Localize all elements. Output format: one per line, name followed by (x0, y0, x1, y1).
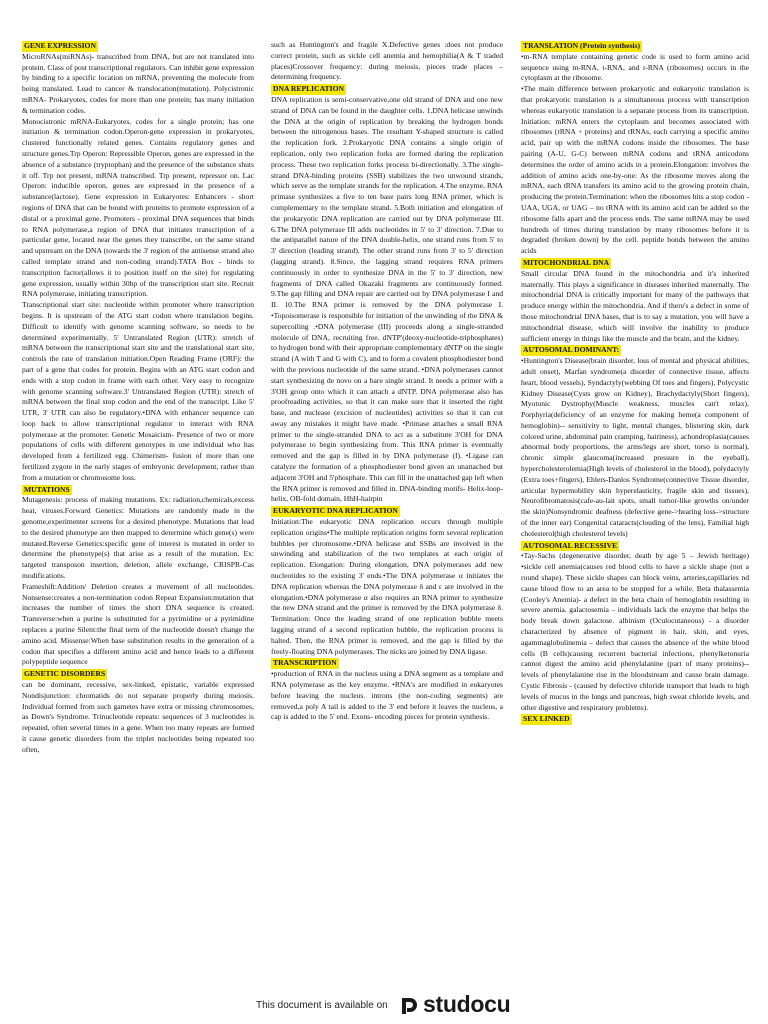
section-heading: GENE EXPRESSION (24, 41, 96, 50)
studocu-logo-icon[interactable] (395, 994, 419, 1018)
section-paragraph: DNA replication is semi-conservative,one old strand of DNA and one new strand of DNA can be found in the daughter cells. 1.DNA helicase unwinds the DNA at the origin of replication by breaking the hydrogen bonds between the nitrogenous bases. The resultant Y-shaped structure is called the replication fork. 2.Prokaryotic DNA contains a single origin of replication, only two replication forks are formed during the replication process. These two replication forks process bi-directionally. 3.The single-strand DNA-binding proteins (SSB) stabilizes the two unwound strands, which serve as the template strands for the replication. 4.The enzyme, RNA primase synthesizes a five to ten base pairs long RNA primer, which is complementary to the template strand. 5.Both initiation and elongation of the prokaryotic DNA replication are carried out by DNA polymerase III. 6.The DNA polymerase III adds nucleotides in 5' to 3' direction. 7.Due to the antiparallel nature of the DNA double-helix, one strand runs from 5' to 3' direction (leading strand). The other strand runs from 3' to 5' direction (lagging strand). 8.Since, the lagging strand requires RNA primers continuously in order to synthesize DNA in the 5' to 3' direction, new fragments of DNA called Okazaki fragments are continuously formed. 9.The gap filling and DNA repair are carried out by DNA polymerase I and II. 10.The RNA primer is removed by the DNA polymerase I. •Topoisomerase is responsible for initiation of the unwinding of the DNA & supercoiling .•DNA polymerase (III) proceeds along a single-stranded molecule of DNA, recruiting free. dNTP'(deoxy-nucleotide-triphosphates) to hydrogen bond with their appropriate complementary dNTP on the single strand (A with T and G with C), and to form a covalent phosphodiester bond with the previous nucleotide of the same strand. •DNA polymerases cannot start synthesizing de novo on a bare single strand. It needs a primer with a 3'OH group onto which it can attach a dNTP. DNA polymerase also has proofreading activities, so that it can make sure that it inserted the right base, and nuclease (excision of nucleotides) activities so that it can cut away any mistakes it might have made. •Primase attaches a small RNA primer to the single-stranded DNA to act as a substitute 3'OH for DNA polymerase to begin synthesizing from. This RNA primer is eventually removed and the gap is filled in by DNA polymerase (I). •Ligase can catalyze the formation of a phosphodiester bond given an unattached but adjacent 3'OH and 5'phosphate. This can fill in the unattached gap left when the RNA primer is removed and filled in. DNA-binding motifs- Helix-loop-helix, OB-fold domain, HhH-hairpin (271, 94, 503, 504)
section-paragraph: •The main difference between prokaryotic and eukaryotic translation is that prokaryotic translation is a simultaneous process with transcription whereas eukaryotic translation is a separate process from its transcription. Initiation: mRNA enters the cytoplasm and becomes associated with ribosomes (rRNA + proteins) and tRNAs, each carrying a specific amino acid, pair up with the mRNA codons inside the ribosomes. The base pairing (A-U, G-C) between mRNA codons and tRNA anticodons determines the order of amino acids in a protein.Elongation: involves the addition of amino acids one-by-one: As the ribosome moves along the mRNA, each tRNA transfers its amino acid to the growing protein chain, producing the protein.Termination: when the ribosomes hits a stop codon - UAA, UGA, or UAG – no tRNA with its amino acid can be added so the ribosome falls apart and the process ends. The same mRNA may be used hundreds of times during translation by many ribosomes before it is degraded (broken down) by the cell. peptide bonds between the amino acids (521, 84, 749, 256)
section-heading: EUKARYOTIC DNA REPLICATION (273, 506, 398, 516)
section-paragraph: •Tay-Sachs (degenerative disorder, death by age 5 – Jewish heritage) •sickle cell anemia(causes red blood cells to have a sickle shape (not a round shape). These sickle shapes can block veins, arteries,capillaries nd cause blood flow to an area to be stopped for a while. Beta thalassemia (Cooley's Anemia)- a defect in the beta chain of hemoglobin resulting in severe anemia. galactosemia – individuals lack the enzyme that helps the body break down galactose. albinism (Oculocutaneous) - a disorder characterized by absence of pigment in hair, skin, and eyes, agammaglobulinemia – defect that causes the absence of the white blood cells (B cells)causing recurrent bacterial infections, phenylketonuria cannot digest the amino acid phenylalanine (part of many proteins)-- levels of phenylalanine rise in the bloodstream and cause brain damage. Cystic Fibrosis - (caused by defective chloride transport that leads to high levels of mucus in the lungs and pancreas, high sweat chloride levels, and other digestive and respiratory problems). (521, 551, 749, 712)
column-3 (521, 40, 749, 968)
studocu-logo-text[interactable]: studocu (423, 991, 511, 1017)
column-2 (271, 40, 503, 968)
section-heading: AUTOSOMAL DOMINANT: (523, 345, 620, 355)
section-paragraph: such as Huntington's and fragile X.Defective genes :does not produce correct protein, such as sickle cell anemia and hemophilia(A & T traded places)Crossover frequency: during meiosis, pieces trade places – determining frequency. (271, 40, 503, 82)
section-heading: SEX LINKED (523, 714, 570, 724)
column-1 (22, 40, 254, 968)
section-paragraph: MicroRNAs(miRNAs)- transcribed from DNA, but are not translated into protein. Class of post transcriptional regulators. Can inhibit gene expression by binding to a specific location on mRNA, preventing the molecule from being translated. Lead to cancer & translocation(mutation). Polycistronic mRNA- Prokaryotes, codes for more than one protein; has many initiation & termination codes. (22, 51, 254, 115)
section-heading: MITOCHONDRIAL DNA (523, 257, 610, 267)
footer (0, 991, 768, 1024)
section-paragraph: Frameshift:Addition/ Deletion creates a movement of all nucleotides. Nonsense:creates a non-termination codon Repeat Expansion:mutation that increases the number of times the short DNA sequence is created. Transverse:when a purine is substituted for a pyrimidine or a pyrimidine replaces a purine Silent:the final term of the nucleotide doesn't change the amino acid. Missense:When base substitution results in the generation of a codon that specifies a different amino acid and hence leads to a different polypeptide sequence (22, 581, 254, 667)
section-paragraph: Monocistronic mRNA-Eukaryotes, codes for a single protein; has one initiation & termination codon.Operon-gene expression in prokaryotes, clustered functionally related genes. Contains regulatory genes and structure genes.Trp Operon: Repressible Operon, genes are expressed in the absence of a substance (tryptophan) and the presence of the substance shuts it off. Trp not present, mRNA transcribed. Trp present, repressor on. Lac Operon: inducible operon, genes are expressed in the presence of a substance(lactose). Gene expression in Eukaryotes: Enhancers - short regions of DNA that can be bound with proteins to promote expression of a distal or a proximal gene. Promoters - proximal DNA sequences that binds to RNA polymerase,a region of DNA that initiates transcription of a particular gene, located near the genes they transcribe, on the same strand and upstream on the DNA (towards the 3' region of the antisense strand also called template strand and non-coding strand).TATA Box - binds to transcription factor(allows it to position itself on the site) for regulating gene expression, usually within 30bp of the transcription start site. Recruit RNA polymerase, initiating transcription. (22, 116, 254, 299)
section-heading: DNA REPLICATION (273, 84, 344, 94)
section-paragraph: Transcriptional start site: nucleotide within promoter where transcription begins. It is upstream of the ATG start codon where translation begins. Difficult to identify with genome scanning software, so needs to be determined experimentally. 5' Untranslated Region (UTR): stretch of mRNA between the transcriptional start site and the translational start site, controls the rate of translation initiation.Open Reading Frame (ORF): the part of a gene that codes for protein. Begins with an ATG start codon and ends with a stop codon in frame with each other. Very easy to recognize with genome scanning software.3' Untranslated Region (UTR): stretch of mRNA between the final stop codon and the end of the transcript. Like 5' UTR, 3' UTR can also be regulatory.•DNA with enhancer sequence can loop back to allow transcriptional regulator to interact with RNA polymerase at the promoter. Genetic Mosaicism- Presence of two or more populations of cells with different genotypes in one individual who has developed from a fertilized egg. Chimerism- fusion of more than one fertilized zygote in the early stages of embryonic development, rather than from a mutation or chromosome loss. (22, 300, 254, 482)
section-heading: MUTATIONS (24, 484, 70, 494)
section-heading: AUTOSOMAL RECESSIVE (523, 540, 618, 550)
section-paragraph: can be dominant, recessive, sex-linked, epistatic, variable expressed Nondisjunction: chromatids do not separate properly during meiosis. Individual formed from such gametes have extra or missing chromosomes, as Down's Syndrome. Trinucleotide repeats: sequences of 3 nucleotides is repeated, often several times in a gene. When too many repeats are formed it cause genetic disorders from the triplet nucleotides being repeated too often, (22, 680, 254, 754)
section-heading: GENETIC DISORDERS (24, 669, 106, 679)
section-heading: TRANSLATION (Protein synthesis) (523, 41, 641, 50)
section-paragraph: Mutagenesis: process of making mutations. Ex: radiation,chemicals,excess heat, viruses.Forward Genetics: Mutations are randomly made in the genome,experimenter screens for a desired phenotype. Mutations that lead to the desired phenotype are then mapped to determine which gene(s) were mutated.Reverse Genetics:specific gene of interest is mutated in order to determine the phenotype(s) that arise as a result of the mutation. Ex: targeted transposon insertion, deletion, allele exchange, CRISPR-Cas modifications. (22, 495, 254, 581)
section-paragraph: •m-RNA template containing genetic code is used to form amino acid sequence using m-RNA, t-RNA, and r-RNA (ribosomes) occurs in the cytoplasm at the ribosome. (521, 51, 749, 83)
footer-text: This document is available on (256, 1000, 388, 1011)
section-paragraph: •production of RNA in the nucleus using a DNA segment as a template and RNA polymerase as the key enzyme. •RNA's are modified in eukaryotes before leaving the nucleus. introns (the non-coding segments) are removed,a poly A tail is added to the 3' end before it leaves the nucleus, a cap is added to the 5' end. Exons- encoding pieces for protein synthesis. (271, 669, 503, 722)
section-paragraph: •Huntington's Disease(brain disorder, loss of mental and physical abilities, adult onset), Marfan syndrome(a disorder of connective tissue, affects heart, blood vessels), Syndactyly(webbing Of toes and fingers), Polycystic Kidney Disease(Cysts grow on Kidney), Brachydactyly(Short fingers), Myotonic Dystrophy(Muscle weakness, muscles can't relax), Porphyria(deficiency of an enzyme for making heme(a component of hemoglobin)-- sensitivity to light, mental changes, blistering skin, dark colored urine, abdominal pain cramping, hairiness), achondroplasia(causes abnormal body proportions, the arms/legs are short, torso is normal), chronic simple glaucoma(increased pressure in the eyeball), hypercholesterolemia(High levels of cholesterol in the blood), polydactyly (Extra toes+fingers), Ehlers-Danlos Syndrome(connective Tissue disorder, articular hypermobility skin hyperelasticity, fragile skin and tissues), Neurofibromatosis(cafe-au-lait spots, small tumor-like growths on/under the skin)Nonsyndromic deafness (defective gene->hearing loss->structure of the inner ear) Congenital cataracts(clouding of the lens), Familial high cholesterol(high cholesterol levels) (521, 356, 749, 538)
section-paragraph: Small circular DNA found in the mitochondria and it's inherited maternally. This plays a significance in diseases inherited maternally. The mitochondrial DNA is critically important for many of the pathways that produce energy within the mitochondria. And if there's a defect in some of those mitochondrial DNA bases, that is to say a mutation, you will have a mitochondrial disease, which will involve the inability to produce sufficient energy in things like the muscle and the brain, and the kidney. (521, 268, 749, 343)
section-heading: TRANSCRIPTION (273, 658, 337, 668)
section-paragraph: Initiation:The eukaryotic DNA replication occurs through multiple replication origins•The multiple replication origins form several replication bubbles per chromosome.•DNA helicase and SSBs are involved in the unwinding and stabilization of the two templates at each origin of replication. Elongation: During elongation, DNA polymerases add new nucleotides to the existing 3' ends.•The DNA polymerase α initiates the DNA replication whereas the DNA polymerase δ and ε are involved in the elongation.•DNA polymerase α also requires an RNA primer to synthesize the new DNA strand and the primer is removed by the DNA polymerase δ. Termination: Once the leading strand of one replication bubble meets lagging strand of a second replication bubble, the replication process is halted. Then, the RNA primer is removed, and the gap is filled by the freely-floating DNA polymerases. The nicks are joined by DNA ligase. (271, 517, 503, 656)
